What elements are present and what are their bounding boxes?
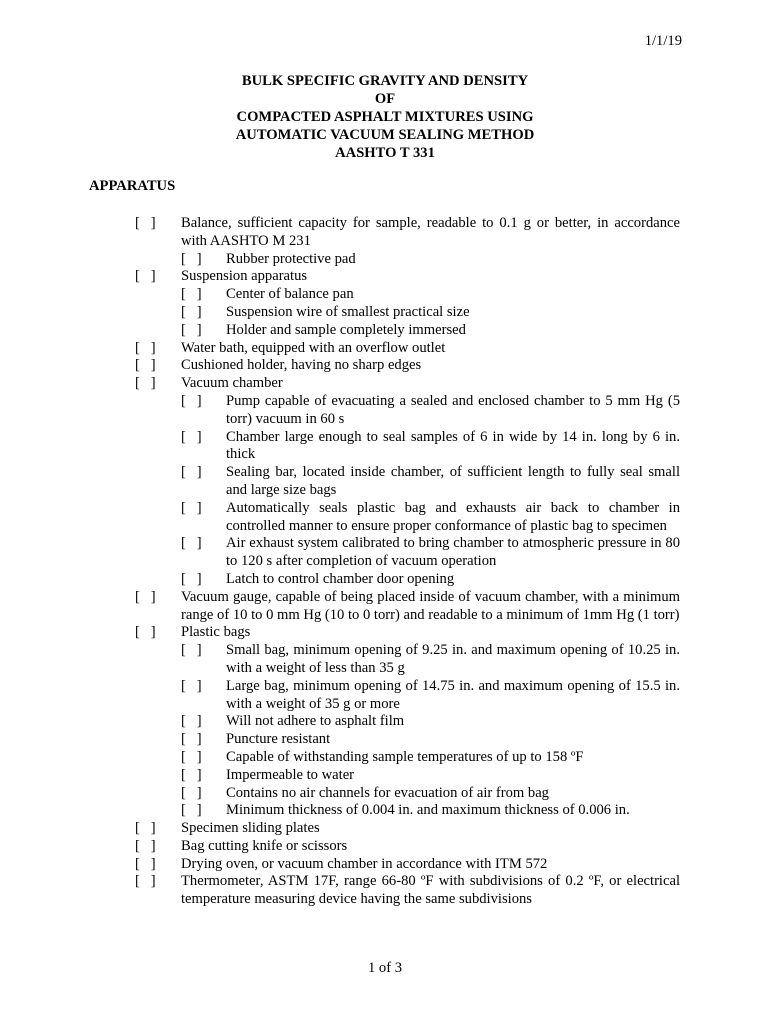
checklist-item [135,215,680,251]
checklist-subitem-text: Puncture resistant [226,731,331,748]
checklist-subitem [181,322,680,340]
checkbox-bracket[interactable]: [ ] [181,748,202,765]
checklist-subitem [181,286,680,304]
checklist-subitem [181,464,680,500]
checklist-subitem-text: Center of balance pan [226,286,354,303]
checklist-subitem-text: Rubber protective pad [226,250,356,267]
checklist-item [135,820,680,838]
section-heading-apparatus: APPARATUS [89,178,176,194]
checklist-subitem [181,713,680,731]
checklist-item-text: Thermometer, ASTM 17F, range 66-80 ºF with subdivisions of 0.2 ºF, or electrical temperature measuring device having the same subdivisions [181,873,680,908]
checkbox-bracket[interactable]: [ ] [135,837,156,854]
checklist-subitem [181,731,680,749]
checklist-item [135,268,680,286]
checklist-item-text: Drying oven, or vacuum chamber in accordance with ITM 572 [181,855,548,872]
checkbox-bracket[interactable]: [ ] [135,375,156,392]
checklist-subitem [181,678,680,714]
checklist-item [135,589,680,625]
checkbox-bracket[interactable]: [ ] [181,570,202,587]
checklist-item [135,873,680,909]
checklist-subitem [181,393,680,429]
checklist-subitem [181,749,680,767]
checklist-subitem [181,500,680,536]
apparatus-checklist [135,215,680,909]
checklist-subitem [181,429,680,465]
checkbox-bracket[interactable]: [ ] [135,624,156,641]
title-line: BULK SPECIFIC GRAVITY AND DENSITY [241,73,529,89]
checklist-subitem-text: Will not adhere to asphalt film [226,713,405,730]
checklist-item-text: Water bath, equipped with an overflow outlet [181,339,446,356]
checklist-subitem-text: Capable of withstanding sample temperatures of up to 158 ºF [226,748,584,765]
checklist-subitem [181,642,680,678]
checklist-subitem [181,535,680,571]
title-line: AASHTO T 331 [335,145,435,161]
checklist-item-text: Bag cutting knife or scissors [181,837,348,854]
checklist-subitem-text: Large bag, minimum opening of 14.75 in. and maximum opening of 15.5 in. with a weight of 35 g or more [226,677,680,712]
checkbox-bracket[interactable]: [ ] [181,428,202,445]
checklist-subitem [181,304,680,322]
checklist-item [135,856,680,874]
checkbox-bracket[interactable]: [ ] [135,588,156,605]
checklist-subitem-text: Air exhaust system calibrated to bring chamber to atmospheric pressure in 80 to 120 s after completion of vacuum operation [226,535,680,570]
checkbox-bracket[interactable]: [ ] [181,303,202,320]
checkbox-bracket[interactable]: [ ] [181,250,202,267]
checklist-subitem-text: Contains no air channels for evacuation of air from bag [226,784,549,801]
checkbox-bracket[interactable]: [ ] [181,731,202,748]
checkbox-bracket[interactable]: [ ] [181,286,202,303]
document-date: 1/1/19 [644,33,682,49]
checkbox-bracket[interactable]: [ ] [135,215,156,231]
checklist-subitem [181,785,680,803]
checklist-item [135,340,680,358]
checklist-subitem-text: Holder and sample completely immersed [226,321,466,338]
checkbox-bracket[interactable]: [ ] [181,784,202,801]
checkbox-bracket[interactable]: [ ] [181,713,202,730]
document-title [0,72,770,162]
checklist-subitem [181,767,680,785]
checkbox-bracket[interactable]: [ ] [181,464,202,481]
checkbox-bracket[interactable]: [ ] [135,855,156,872]
checklist-subitem [181,571,680,589]
checkbox-bracket[interactable]: [ ] [135,357,156,374]
checkbox-bracket[interactable]: [ ] [181,766,202,783]
checkbox-bracket[interactable]: [ ] [181,642,202,659]
checkbox-bracket[interactable]: [ ] [181,677,202,694]
checkbox-bracket[interactable]: [ ] [135,873,156,890]
checklist-subitem-text: Pump capable of evacuating a sealed and enclosed chamber to 5 mm Hg (5 torr) vacuum in 60 s [226,392,680,427]
checklist-subitem-text: Minimum thickness of 0.004 in. and maximum thickness of 0.006 in. [226,802,630,819]
checklist-subitem-text: Small bag, minimum opening of 9.25 in. and maximum opening of 10.25 in. with a weight of less than 35 g [226,642,680,676]
checkbox-bracket[interactable]: [ ] [181,535,202,552]
checklist-item-text: Cushioned holder, having no sharp edges [181,357,422,374]
checklist-item [135,624,680,642]
checklist-subitem [181,802,680,820]
checklist-subitem-text: Suspension wire of smallest practical size [226,303,470,320]
checklist-subitem-text: Automatically seals plastic bag and exhausts air back to chamber in controlled manner to ensure proper conformance of plastic bag to specimen [226,499,680,534]
checklist-item-text: Plastic bags [181,624,251,641]
checkbox-bracket[interactable]: [ ] [135,820,156,837]
title-line: COMPACTED ASPHALT MIXTURES USING [236,109,534,125]
checkbox-bracket[interactable]: [ ] [181,802,202,819]
checklist-subitem-text: Chamber large enough to seal samples of 6 in wide by 14 in. long by 6 in. thick [226,428,680,463]
checkbox-bracket[interactable]: [ ] [181,321,202,338]
page-number: 1 of 3 [367,960,403,976]
checkbox-bracket[interactable]: [ ] [181,392,202,409]
checklist-subitem-text: Impermeable to water [226,766,355,783]
checklist-item [135,375,680,393]
checklist-item-text: Vacuum gauge, capable of being placed inside of vacuum chamber, with a minimum range of 10 to 0 mm Hg (10 to 0 torr) and readable to a minimum of 1mm Hg (1 torr) [181,588,680,623]
checklist-item-text: Vacuum chamber [181,375,283,392]
checklist-subitem-text: Latch to control chamber door opening [226,570,455,587]
title-line: OF [374,91,396,107]
checklist-item-text: Specimen sliding plates [181,820,320,837]
title-line: AUTOMATIC VACUUM SEALING METHOD [235,127,535,143]
checkbox-bracket[interactable]: [ ] [135,268,156,285]
checklist-subitem-text: Sealing bar, located inside chamber, of sufficient length to fully seal small and large size bags [226,464,680,498]
checklist-item-text: Balance, sufficient capacity for sample, readable to 0.1 g or better, in accordance with AASHTO M 231 [181,215,680,249]
checklist-item [135,357,680,375]
checklist-subitem [181,251,680,269]
checkbox-bracket[interactable]: [ ] [181,499,202,516]
checklist-item [135,838,680,856]
checklist-item-text: Suspension apparatus [181,268,308,285]
checkbox-bracket[interactable]: [ ] [135,339,156,356]
